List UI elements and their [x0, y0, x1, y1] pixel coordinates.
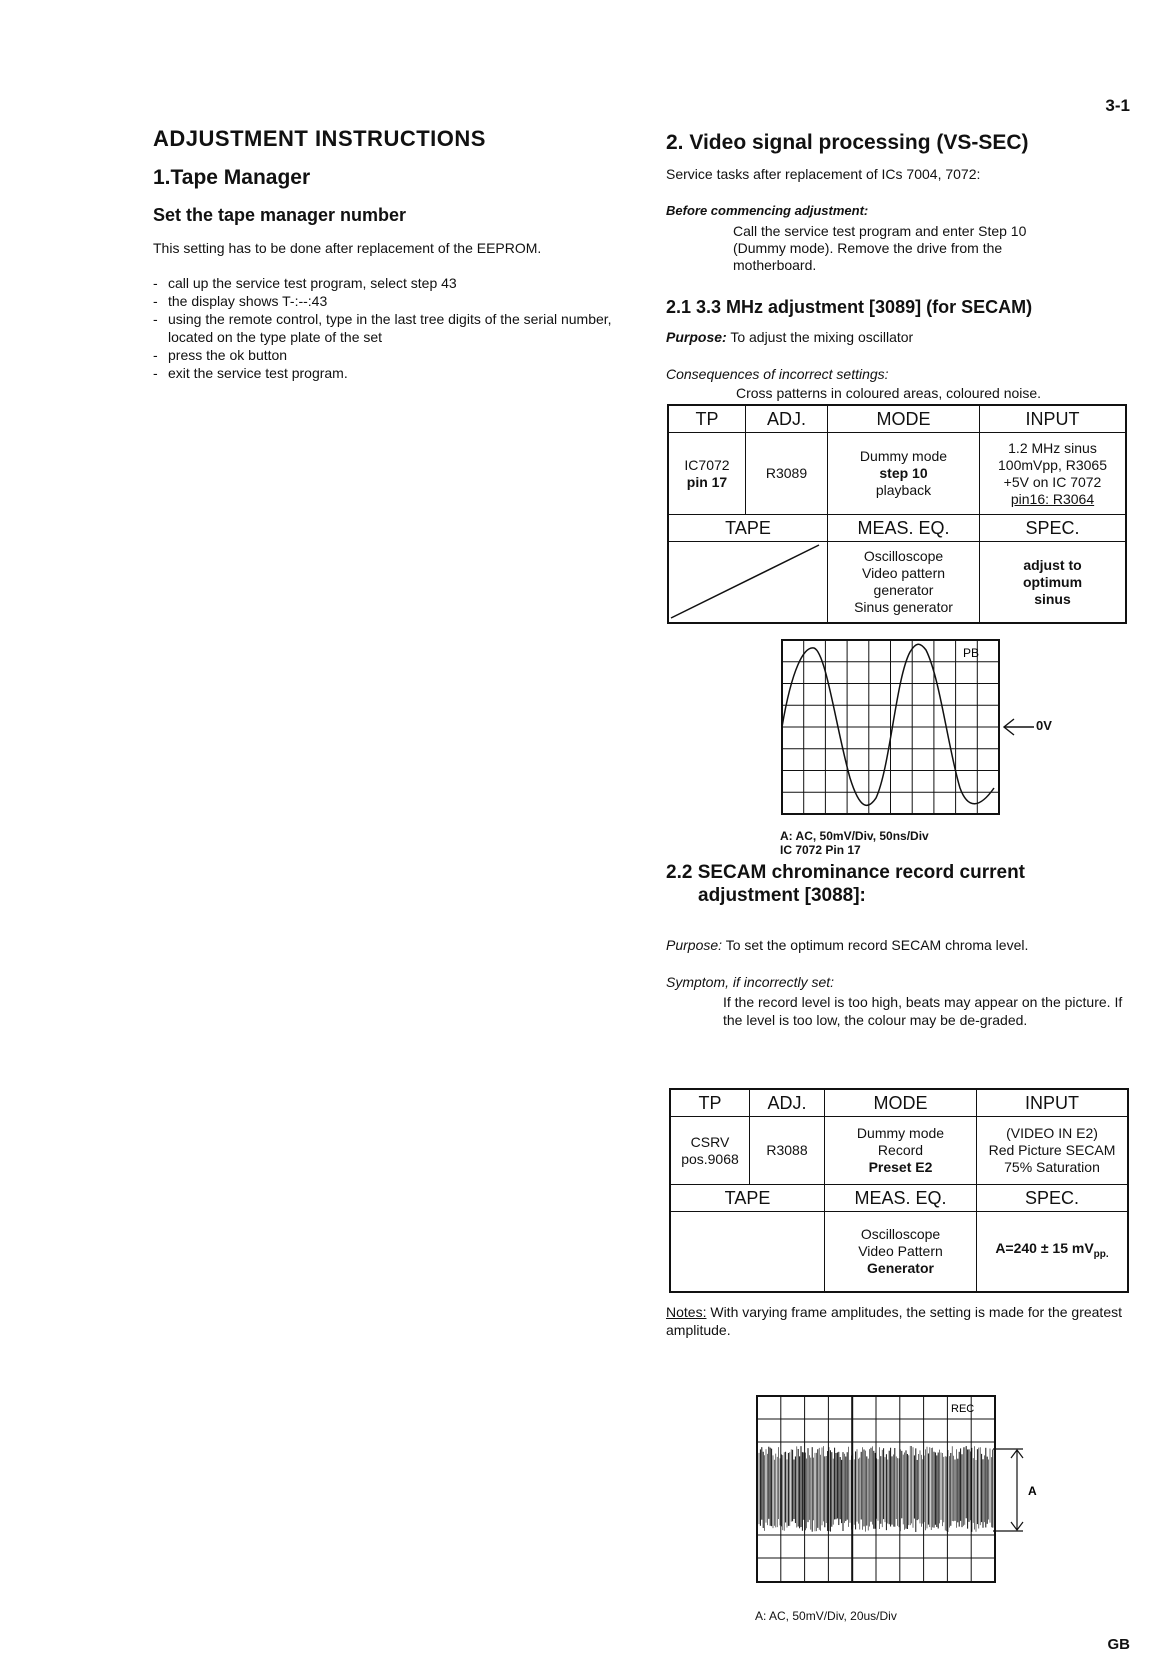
- mode-line: Record: [877, 1142, 924, 1158]
- purpose-label: Purpose:: [666, 937, 723, 953]
- intro-text: This setting has to be done after replacement of the EEPROM.: [153, 240, 542, 256]
- input-line: +5V on IC 7072: [1003, 473, 1102, 490]
- rec-waveform-graphic: [755, 1394, 1045, 1604]
- zero-volt-label: 0V: [1036, 718, 1052, 733]
- scope-tag-rec: REC: [951, 1403, 975, 1415]
- tp-line: CSRV: [690, 1133, 730, 1150]
- input-line: pin16: R3064: [1010, 490, 1095, 507]
- cell-tape-empty: [668, 542, 828, 624]
- spec-unit-sub: pp.: [1093, 1248, 1109, 1260]
- cell-adj: R3088: [750, 1117, 825, 1185]
- th-tape: TAPE: [668, 515, 828, 542]
- cell-mode: [825, 1117, 977, 1185]
- input-line: Red Picture SECAM: [988, 1142, 1116, 1158]
- tp-line: pos.9068: [681, 1150, 739, 1167]
- section-2-intro: Service tasks after replacement of ICs 7004, 7072:: [666, 166, 981, 182]
- meas-line: Sinus generator: [854, 599, 953, 615]
- sine-waveform-graphic: [780, 638, 1050, 818]
- tp-line: IC7072: [684, 456, 730, 473]
- th-input: INPUT: [980, 405, 1127, 433]
- th-spec: SPEC.: [977, 1185, 1129, 1212]
- scope-caption: A: AC, 50mV/Div, 20us/Div: [755, 1609, 897, 1623]
- meas-line: Oscilloscope: [863, 548, 944, 564]
- notes: [666, 1303, 1131, 1339]
- page-title: ADJUSTMENT INSTRUCTIONS: [153, 126, 486, 151]
- diagonal-slash: [669, 542, 824, 622]
- input-line: (VIDEO IN E2): [1006, 1125, 1098, 1141]
- th-tape: TAPE: [670, 1185, 825, 1212]
- spec-line: adjust to: [1023, 556, 1082, 573]
- adjustment-table-3089: [667, 404, 1127, 624]
- th-mode: MODE: [825, 1089, 977, 1117]
- cell-meas: [828, 542, 980, 624]
- input-line: 1.2 MHz sinus: [1008, 439, 1097, 456]
- cell-meas: [825, 1212, 977, 1292]
- th-adj: ADJ.: [750, 1089, 825, 1117]
- th-mode: MODE: [828, 405, 980, 433]
- amplitude-arrow-icon: [993, 1449, 1023, 1531]
- th-meas: MEAS. EQ.: [828, 515, 980, 542]
- input-line: 75% Saturation: [1004, 1159, 1100, 1175]
- cell-adj: R3089: [746, 433, 828, 515]
- oscilloscope-sine-figure: [780, 638, 1050, 857]
- oscilloscope-rec-figure: [755, 1394, 1045, 1623]
- cell-spec: [980, 542, 1127, 624]
- scope-tag-pb: PB: [963, 646, 980, 660]
- section-2-1-title: 2.1 3.3 MHz adjustment [3089] (for SECAM): [666, 297, 1033, 317]
- mode-line: step 10: [879, 465, 928, 481]
- footer-label: GB: [1107, 1636, 1130, 1653]
- symptom-label: Symptom, if incorrectly set:: [666, 974, 835, 990]
- meas-line: Generator: [867, 1259, 934, 1276]
- consequences-label: Consequences of incorrect settings:: [666, 366, 889, 382]
- step-item: - call up the service test program, select step 43: [153, 274, 633, 292]
- step-item: - exit the service test program.: [153, 364, 633, 382]
- th-input: INPUT: [977, 1089, 1129, 1117]
- th-tp: TP: [668, 405, 746, 433]
- spec-line: sinus: [1034, 590, 1071, 607]
- subsection-title: Set the tape manager number: [153, 205, 407, 225]
- step-item: - press the ok button: [153, 346, 633, 364]
- spec-line: optimum: [1022, 573, 1083, 590]
- cell-input: [977, 1117, 1129, 1185]
- section-1-title: 1.Tape Manager: [153, 166, 311, 189]
- spec-value: A=240 ± 15 mV: [995, 1239, 1094, 1256]
- amplitude-label: A: [1028, 1484, 1037, 1498]
- step-item: - the display shows T-:--:43: [153, 292, 633, 310]
- mode-line: Dummy mode: [856, 1125, 945, 1141]
- section-2-2-title-cont: adjustment [3088]:: [698, 885, 866, 906]
- meas-line: generator: [873, 582, 934, 598]
- tp-line: pin 17: [686, 473, 728, 490]
- cell-tp: [668, 433, 746, 515]
- arrow-left-icon: [1004, 719, 1034, 735]
- meas-line: Oscilloscope: [860, 1225, 941, 1242]
- cell-spec: [977, 1212, 1129, 1292]
- mode-line: Preset E2: [868, 1159, 933, 1175]
- input-line: 100mVpp, R3065: [998, 456, 1107, 473]
- th-tp: TP: [670, 1089, 750, 1117]
- before-label: Before commencing adjustment:: [666, 203, 869, 218]
- notes-text: With varying frame amplitudes, the setting is made for the greatest amplitude.: [666, 1304, 1122, 1338]
- th-meas: MEAS. EQ.: [825, 1185, 977, 1212]
- cell-tape-empty: [670, 1212, 825, 1292]
- adjustment-table-3088: [669, 1088, 1129, 1293]
- scope-caption: A: AC, 50mV/Div, 50ns/Div: [780, 829, 929, 843]
- meas-line: Video Pattern: [858, 1242, 943, 1259]
- symptom-text: If the record level is too high, beats may appear on the picture. If the level is too low, the colour may be de-graded.: [723, 994, 1123, 1028]
- mode-line: playback: [875, 482, 932, 498]
- cell-tp: [670, 1117, 750, 1185]
- consequences-text: Cross patterns in coloured areas, coloured noise.: [736, 385, 1042, 401]
- mode-line: Dummy mode: [859, 448, 948, 464]
- purpose-text: To adjust the mixing oscillator: [730, 329, 914, 345]
- purpose-label: Purpose:: [666, 329, 727, 345]
- cell-input: [980, 433, 1127, 515]
- purpose-text: To set the optimum record SECAM chroma level.: [725, 937, 1029, 953]
- meas-line: Video pattern: [861, 565, 946, 581]
- step-item: - using the remote control, type in the last tree digits of the serial number, located on the type plate of the set: [153, 310, 633, 346]
- before-text: Call the service test program and enter Step 10 (Dummy mode). Remove the drive from the motherboard.: [733, 223, 1027, 273]
- scope-caption: IC 7072 Pin 17: [780, 843, 861, 857]
- th-spec: SPEC.: [980, 515, 1127, 542]
- steps-list: [153, 274, 633, 382]
- notes-label: Notes:: [666, 1304, 707, 1320]
- section-2-title: 2. Video signal processing (VS-SEC): [666, 131, 1029, 154]
- section-2-2-title: 2.2 SECAM chrominance record current: [666, 862, 1025, 883]
- th-adj: ADJ.: [746, 405, 828, 433]
- cell-mode: [828, 433, 980, 515]
- page-number: 3-1: [1105, 96, 1130, 115]
